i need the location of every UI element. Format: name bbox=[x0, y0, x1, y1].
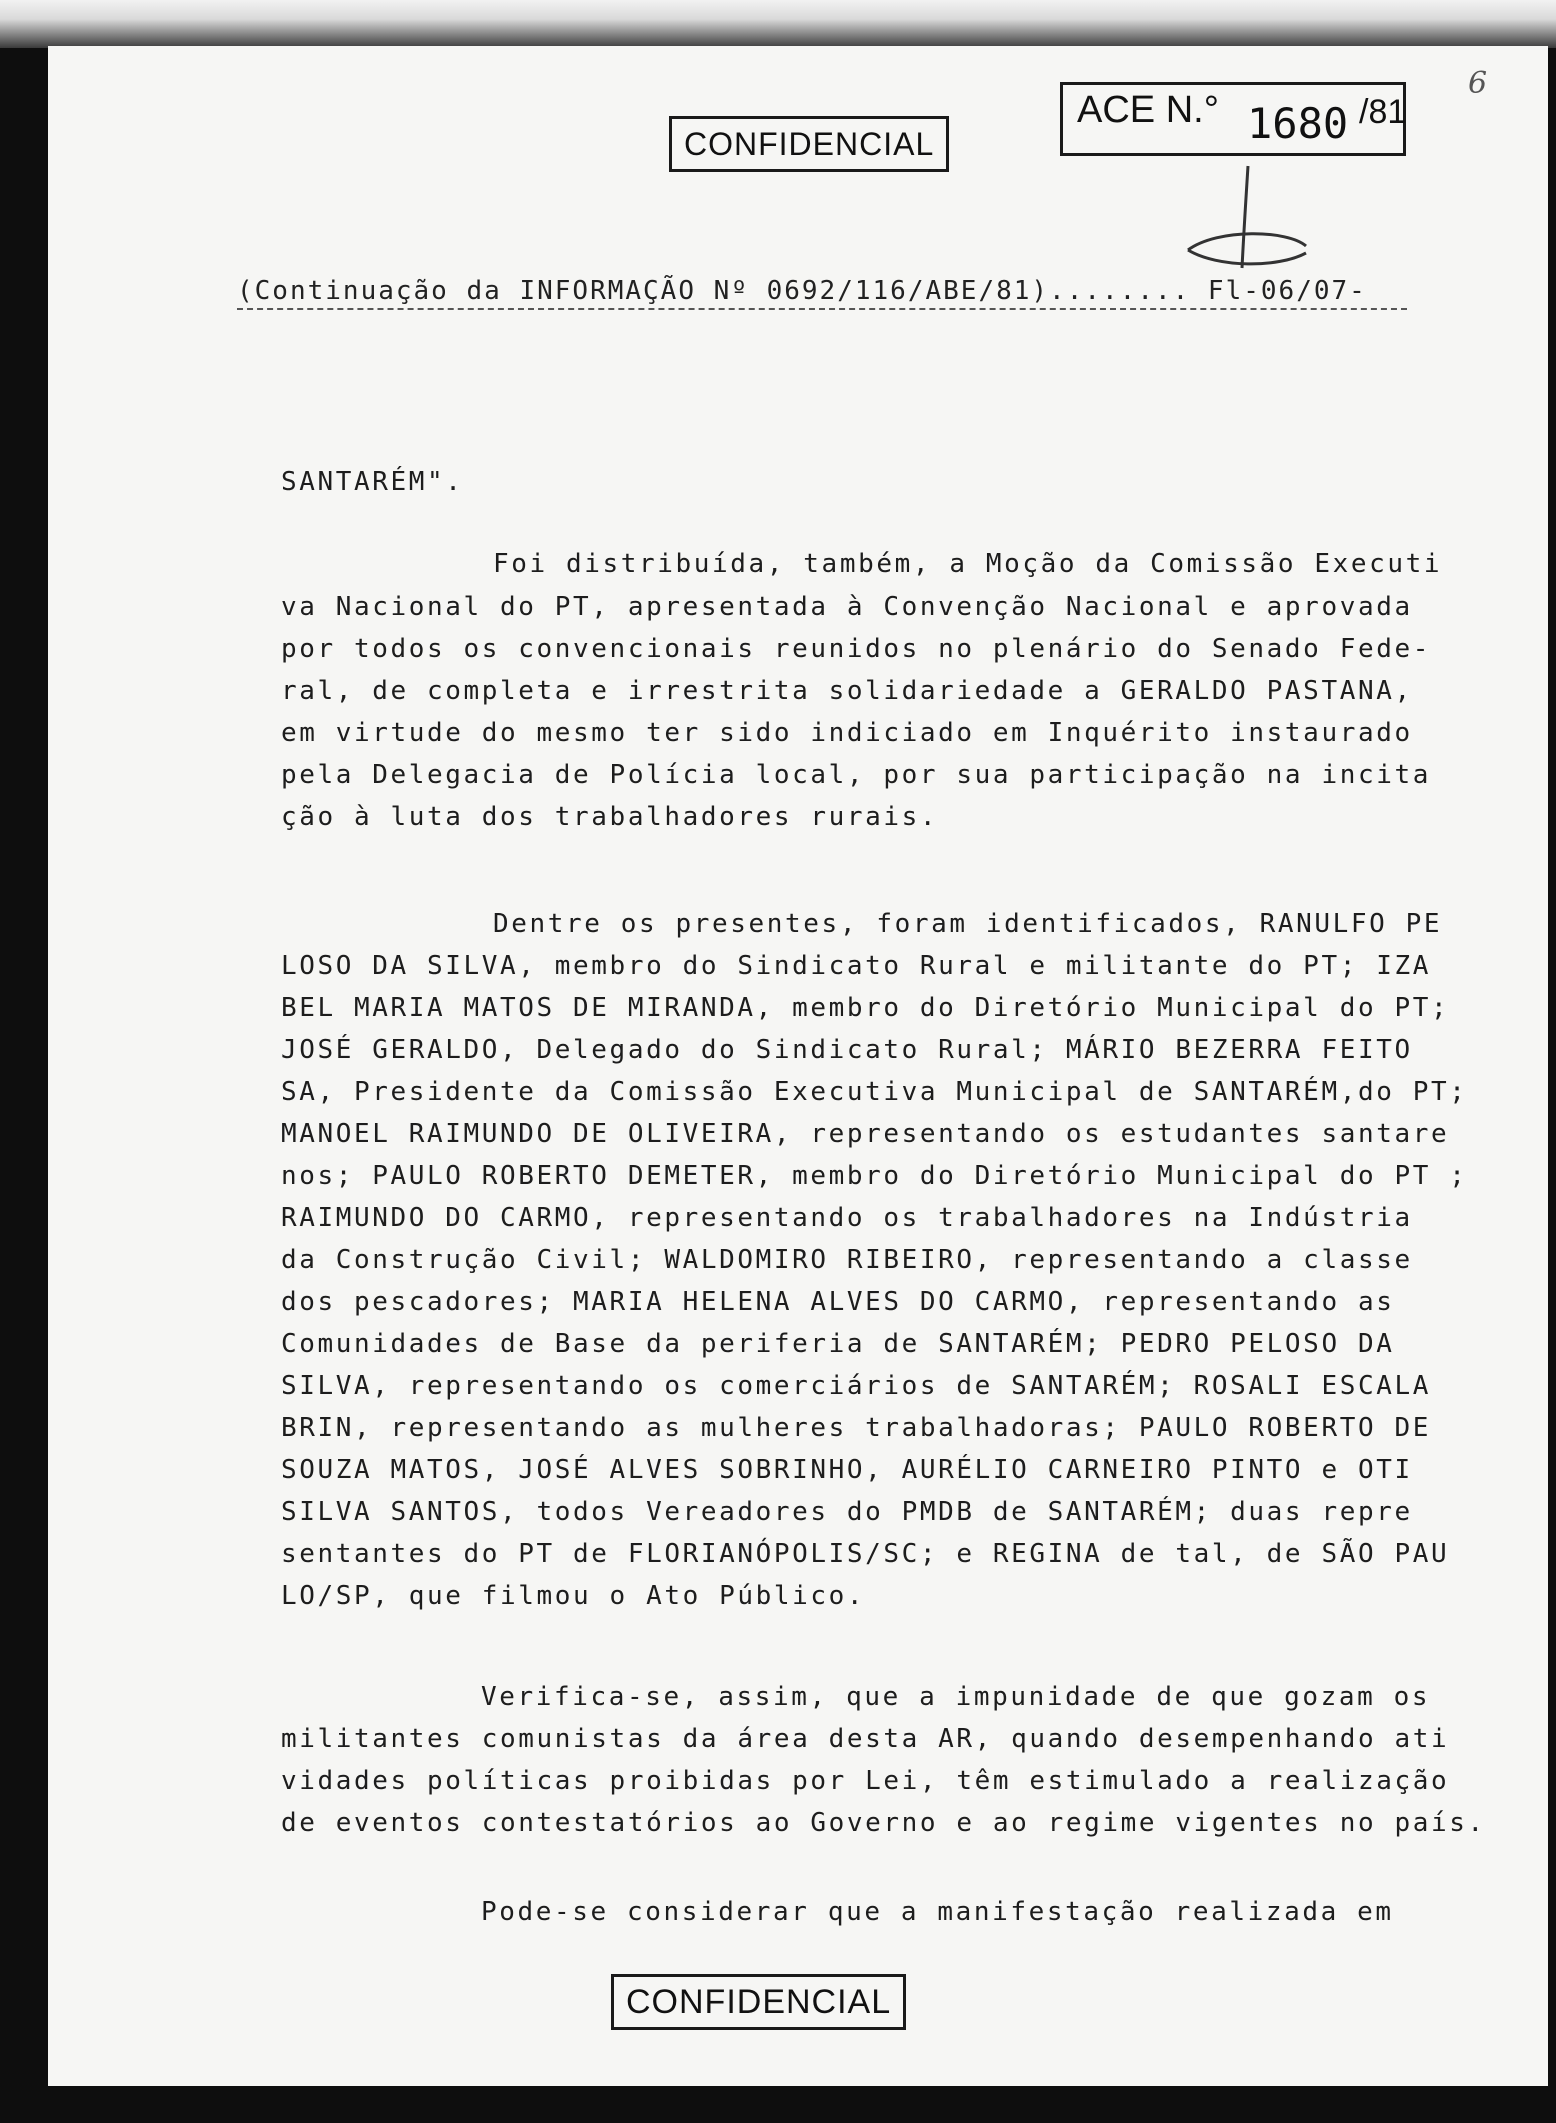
text-line: militantes comunistas da área desta AR, quando desempenhando ati bbox=[281, 1724, 1450, 1754]
text-line: SA, Presidente da Comissão Executiva Municipal de SANTARÉM,do PT; bbox=[281, 1077, 1468, 1107]
ace-number: 1680 bbox=[1247, 99, 1349, 148]
text-line: RAIMUNDO DO CARMO, representando os trabalhadores na Indústria bbox=[281, 1203, 1413, 1233]
text-line: Comunidades de Base da periferia de SANTARÉM; PEDRO PELOSO DA bbox=[281, 1329, 1395, 1359]
confidential-stamp-top: CONFIDENCIAL bbox=[669, 116, 949, 172]
text-line: SILVA, representando os comerciários de SANTARÉM; ROSALI ESCALA bbox=[281, 1371, 1431, 1401]
text-line: Pode-se considerar que a manifestação realizada em bbox=[481, 1897, 1394, 1927]
text-line: dos pescadores; MARIA HELENA ALVES DO CARMO, representando as bbox=[281, 1287, 1395, 1317]
page-number-handwritten: 6 bbox=[1468, 66, 1488, 101]
text-line: vidades políticas proibidas por Lei, têm estimulado a realização bbox=[281, 1766, 1450, 1796]
text-line: nos; PAULO ROBERTO DEMETER, membro do Diretório Municipal do PT ; bbox=[281, 1161, 1468, 1191]
text-line: Foi distribuída, também, a Moção da Comissão Executi bbox=[493, 549, 1443, 579]
reference-header: (Continuação da INFORMAÇÃO Nº 0692/116/ABE/81)........ Fl-06/07- bbox=[237, 276, 1407, 310]
text-line: SOUZA MATOS, JOSÉ ALVES SOBRINHO, AURÉLIO CARNEIRO PINTO e OTI bbox=[281, 1455, 1413, 1485]
text-line: pela Delegacia de Polícia local, por sua participação na incita bbox=[281, 760, 1431, 790]
text-line: LOSO DA SILVA, membro do Sindicato Rural e militante do PT; IZA bbox=[281, 951, 1431, 981]
text-line: da Construção Civil; WALDOMIRO RIBEIRO, representando a classe bbox=[281, 1245, 1413, 1275]
text-line: Dentre os presentes, foram identificados, RANULFO PE bbox=[493, 909, 1443, 939]
text-line: sentantes do PT de FLORIANÓPOLIS/SC; e REGINA de tal, de SÃO PAU bbox=[281, 1539, 1450, 1569]
text-line: ral, de completa e irrestrita solidariedade a GERALDO PASTANA, bbox=[281, 676, 1413, 706]
text-line: de eventos contestatórios ao Governo e ao regime vigentes no país. bbox=[281, 1808, 1486, 1838]
film-edge bbox=[0, 0, 1556, 48]
ace-label: ACE N.° bbox=[1077, 89, 1219, 131]
text-line: BRIN, representando as mulheres trabalhadoras; PAULO ROBERTO DE bbox=[281, 1413, 1431, 1443]
text-line: por todos os convencionais reunidos no plenário do Senado Fede- bbox=[281, 634, 1431, 664]
text-line: SANTARÉM". bbox=[281, 467, 464, 497]
text-line: MANOEL RAIMUNDO DE OLIVEIRA, representando os estudantes santare bbox=[281, 1119, 1450, 1149]
handwritten-initials-icon bbox=[1178, 158, 1318, 288]
text-line: em virtude do mesmo ter sido indiciado em Inquérito instaurado bbox=[281, 718, 1413, 748]
text-line: BEL MARIA MATOS DE MIRANDA, membro do Diretório Municipal do PT; bbox=[281, 993, 1450, 1023]
document-page bbox=[48, 46, 1548, 2086]
text-line: LO/SP, que filmou o Ato Público. bbox=[281, 1581, 866, 1611]
ace-year: /81 bbox=[1359, 93, 1407, 131]
text-line: JOSÉ GERALDO, Delegado do Sindicato Rural; MÁRIO BEZERRA FEITO bbox=[281, 1035, 1413, 1065]
text-line: ção à luta dos trabalhadores rurais. bbox=[281, 802, 939, 832]
text-line: va Nacional do PT, apresentada à Convenção Nacional e aprovada bbox=[281, 592, 1413, 622]
text-line: Verifica-se, assim, que a impunidade de que gozam os bbox=[481, 1682, 1431, 1712]
confidential-stamp-bottom: CONFIDENCIAL bbox=[611, 1974, 906, 2030]
text-line: SILVA SANTOS, todos Vereadores do PMDB de SANTARÉM; duas repre bbox=[281, 1497, 1413, 1527]
ace-number-stamp bbox=[1060, 82, 1406, 156]
